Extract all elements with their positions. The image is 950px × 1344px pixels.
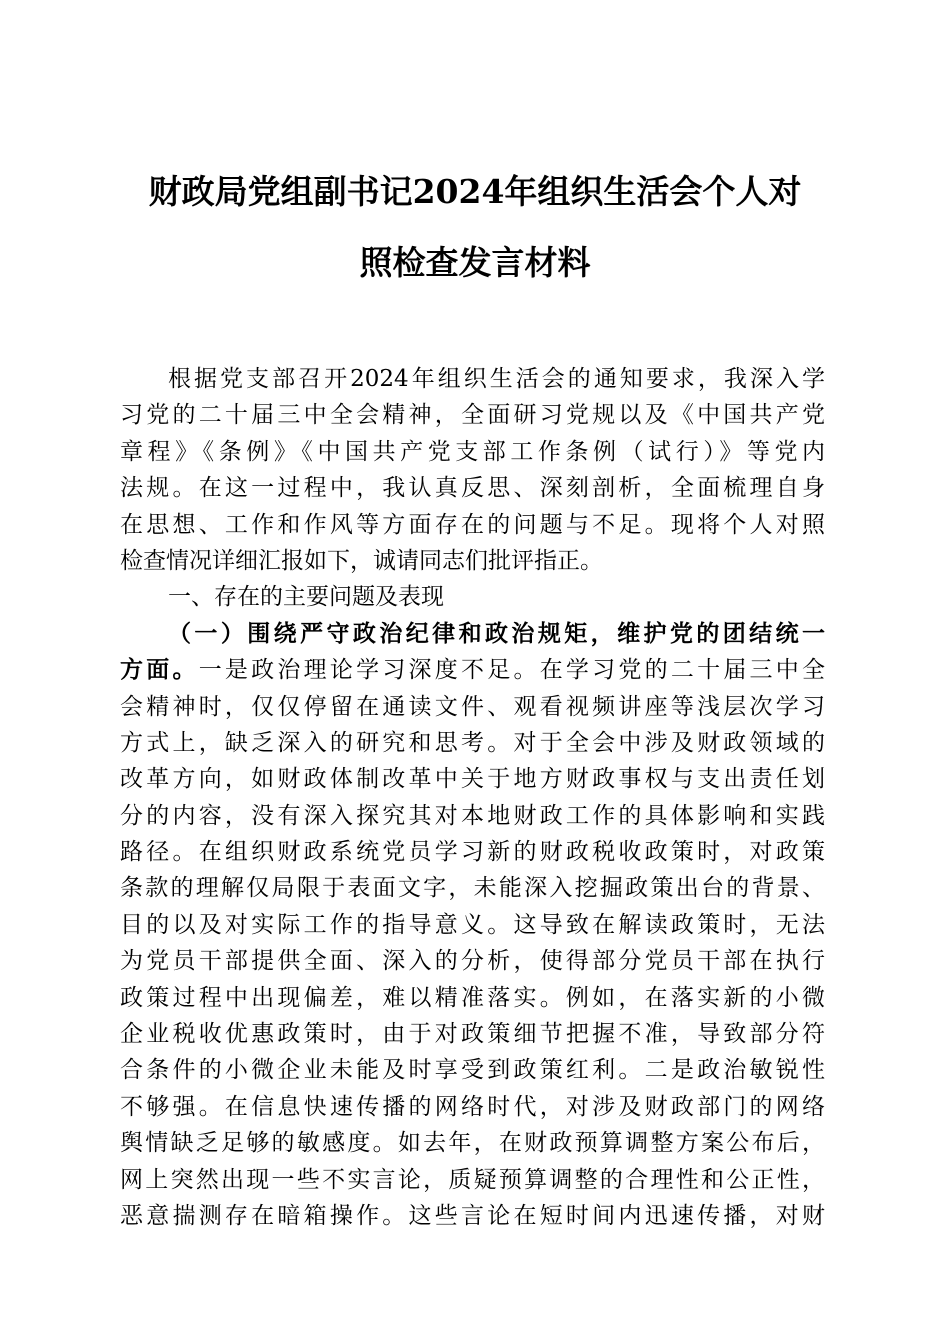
section-heading: 一、存在的主要问题及表现 <box>168 584 444 611</box>
body-line: 合条件的小微企业未能及时享受到政策红利。二是政治敏锐性 <box>120 1057 825 1084</box>
intro-line: 法规。在这一过程中，我认真反思、深刻剖析，全面梳理自身 <box>120 475 825 502</box>
body-line: 方式上，缺乏深入的研究和思考。对于全会中涉及财政领域的 <box>120 729 825 756</box>
body-line: 网上突然出现一些不实言论，质疑预算调整的合理性和公正性， <box>120 1166 825 1193</box>
body-line: 为党员干部提供全面、深入的分析，使得部分党员干部在执行 <box>120 948 825 975</box>
intro-line: 检查情况详细汇报如下，诚请同志们批评指正。 <box>120 547 603 574</box>
intro-line: 章程》《条例》《中国共产党支部工作条例（试行）》等党内 <box>120 438 825 465</box>
intro-line: 在思想、工作和作风等方面存在的问题与不足。现将个人对照 <box>120 511 825 538</box>
body-line: 舆情缺乏足够的敏感度。如去年，在财政预算调整方案公布后， <box>120 1130 825 1157</box>
body-line: 不够强。在信息快速传播的网络时代，对涉及财政部门的网络 <box>120 1093 825 1120</box>
body-text: 一是政治理论学习深度不足。在学习党的二十届三中全 <box>198 657 826 684</box>
subsection-heading-line-2 <box>120 652 825 688</box>
body-line: 政策过程中出现偏差，难以精准落实。例如，在落实新的小微 <box>120 984 825 1011</box>
document-body <box>120 361 825 1234</box>
body-line: 路径。在组织财政系统党员学习新的财政税收政策时，对政策 <box>120 839 825 866</box>
subsection-heading-line: （一）围绕严守政治纪律和政治规矩，维护党的团结统一 <box>168 619 825 647</box>
body-line: 改革方向，如财政体制改革中关于地方财政事权与支出责任划 <box>120 766 825 793</box>
document-title-line-1: 财政局党组副书记2024年组织生活会个人对 <box>148 172 802 211</box>
body-line: 会精神时，仅仅停留在通读文件、观看视频讲座等浅层次学习 <box>120 693 825 720</box>
body-line: 企业税收优惠政策时，由于对政策细节把握不准，导致部分符 <box>120 1021 825 1048</box>
intro-line: 根据党支部召开2024年组织生活会的通知要求，我深入学 <box>168 366 825 392</box>
body-line: 条款的理解仅局限于表面文字，未能深入挖掘政策出台的背景、 <box>120 875 825 902</box>
intro-line: 习党的二十届三中全会精神，全面研习党规以及《中国共产党 <box>120 402 825 429</box>
subsection-heading-tail: 方面。 <box>120 656 199 684</box>
document-title-line-2: 照检查发言材料 <box>359 243 591 282</box>
body-line: 目的以及对实际工作的指导意义。这导致在解读政策时，无法 <box>120 911 825 938</box>
body-line: 恶意揣测存在暗箱操作。这些言论在短时间内迅速传播，对财 <box>120 1202 825 1229</box>
body-line: 分的内容，没有深入探究其对本地财政工作的具体影响和实践 <box>120 802 825 829</box>
